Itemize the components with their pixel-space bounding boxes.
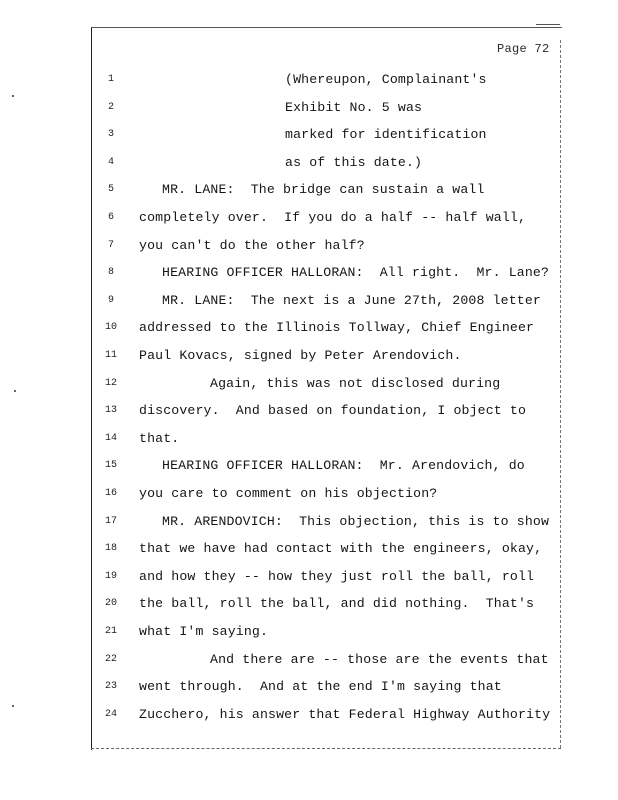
page-number: Page 72	[497, 42, 550, 56]
transcript-line: Exhibit No. 5 was	[285, 99, 423, 115]
transcript-line: HEARING OFFICER HALLORAN: All right. Mr. Lane?	[162, 265, 550, 281]
transcript-line: the ball, roll the ball, and did nothing. That's	[139, 596, 535, 612]
line-number: 2	[107, 101, 114, 113]
transcript-line: (Whereupon, Complainant's	[285, 72, 487, 87]
transcript-line: that we have had contact with the engineers, okay,	[139, 541, 543, 557]
line-number: 22	[104, 653, 117, 665]
page-bottom-edge	[91, 748, 561, 749]
transcript-line: what I'm saying.	[139, 624, 269, 639]
line-number: 19	[104, 570, 117, 582]
transcript-line: as of this date.)	[285, 154, 423, 170]
line-number: 21	[104, 626, 117, 637]
line-number: 18	[104, 543, 117, 555]
line-number: 6	[107, 212, 114, 223]
line-number: 15	[104, 460, 117, 472]
page-top-tick	[536, 24, 560, 25]
transcript-line: discovery. And based on foundation, I object to	[139, 403, 527, 419]
transcript-line: went through. And at the end I'm saying that	[139, 679, 502, 695]
transcript-line: MR. ARENDOVICH: This objection, this is to show	[162, 513, 550, 529]
line-number: 7	[107, 239, 114, 251]
transcript-line: MR. LANE: The bridge can sustain a wall	[162, 182, 485, 198]
line-number: 5	[107, 184, 114, 196]
line-number: 13	[104, 405, 117, 417]
scan-speck	[14, 390, 16, 392]
line-number: 16	[104, 488, 117, 499]
transcript-line: addressed to the Illinois Tollway, Chief Engineer	[139, 320, 535, 336]
transcript-line: Again, this was not disclosed during	[210, 375, 501, 391]
transcript-line: you care to comment on his objection?	[139, 486, 438, 501]
line-number: 1	[107, 74, 114, 85]
line-number: 17	[104, 515, 117, 527]
line-number: 14	[104, 432, 117, 444]
transcript-line: MR. LANE: The next is a June 27th, 2008 letter	[162, 292, 541, 308]
transcript-line: And there are -- those are the events that	[210, 651, 549, 667]
transcript-line: Zucchero, his answer that Federal Highway Authority	[139, 706, 551, 722]
line-number: 4	[107, 156, 114, 168]
transcript-line: marked for identification	[285, 127, 487, 143]
transcript-line: you can't do the other half?	[139, 237, 365, 253]
line-number: 20	[104, 598, 117, 610]
line-number: 9	[107, 294, 114, 306]
line-number: 12	[104, 377, 117, 389]
line-number: 24	[104, 708, 117, 720]
line-number: 10	[104, 322, 117, 334]
line-number: 3	[107, 129, 114, 141]
transcript-line: HEARING OFFICER HALLORAN: Mr. Arendovich, do	[162, 458, 525, 474]
page-right-edge	[560, 40, 561, 748]
scan-speck	[12, 705, 14, 707]
line-number: 11	[104, 350, 117, 361]
transcript-line: completely over. If you do a half -- half wall,	[139, 210, 527, 225]
transcript-line: that.	[139, 430, 180, 446]
transcript-line: Paul Kovacs, signed by Peter Arendovich.	[139, 348, 462, 363]
transcript-line: and how they -- how they just roll the ball, roll	[139, 568, 535, 584]
line-number: 8	[107, 267, 114, 279]
scan-speck	[12, 95, 14, 97]
line-number: 23	[104, 681, 117, 693]
